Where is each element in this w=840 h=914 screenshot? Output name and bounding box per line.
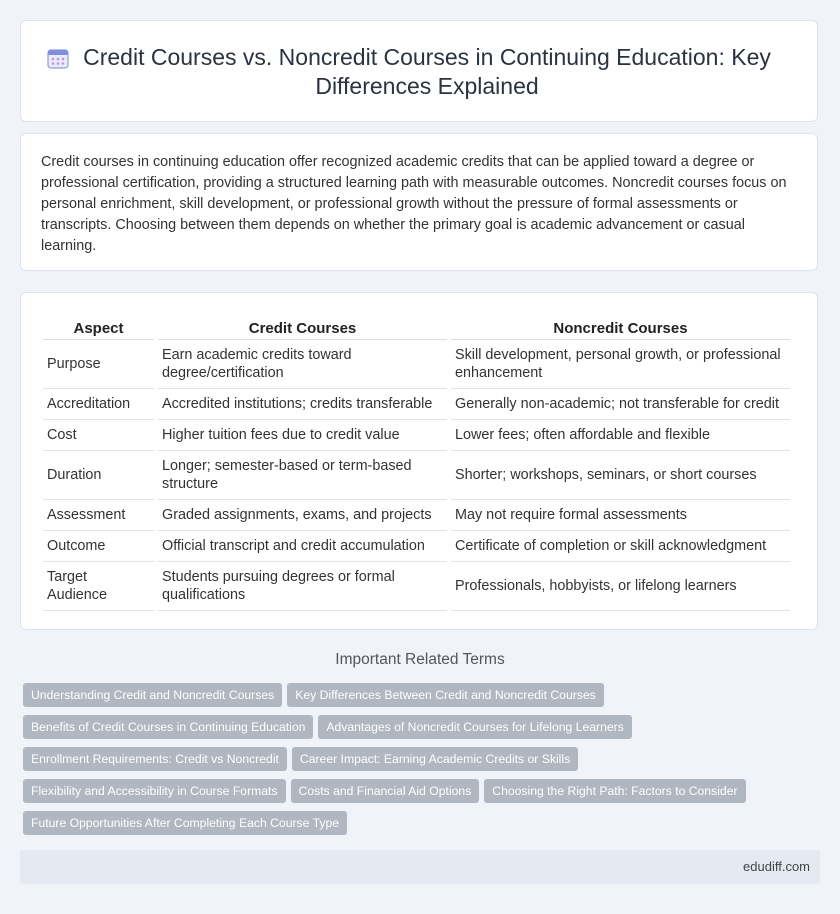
table-cell: Certificate of completion or skill acknowledgment — [451, 531, 790, 562]
intro-card — [20, 133, 818, 271]
table-cell: Higher tuition fees due to credit value — [158, 420, 447, 451]
column-header-noncredit: Noncredit Courses — [451, 309, 790, 340]
table-row — [43, 389, 790, 420]
table-cell: Purpose — [43, 340, 154, 389]
related-term-tag[interactable]: Advantages of Noncredit Courses for Lifelong Learners — [318, 715, 631, 739]
footer-site-link[interactable]: edudiff.com — [743, 859, 810, 874]
related-term-tag[interactable]: Enrollment Requirements: Credit vs Noncredit — [23, 747, 287, 771]
related-terms-list — [23, 683, 803, 843]
related-term-tag[interactable]: Future Opportunities After Completing Each Course Type — [23, 811, 347, 835]
table-cell: May not require formal assessments — [451, 500, 790, 531]
related-term-tag[interactable]: Choosing the Right Path: Factors to Consider — [484, 779, 745, 803]
table-row — [43, 500, 790, 531]
table-row — [43, 451, 790, 500]
related-terms-title: Important Related Terms — [335, 651, 505, 668]
footer — [20, 850, 820, 884]
table-cell: Professionals, hobbyists, or lifelong learners — [451, 562, 790, 611]
table-cell: Cost — [43, 420, 154, 451]
table-cell: Target Audience — [43, 562, 154, 611]
comparison-table — [39, 309, 794, 611]
table-cell: Students pursuing degrees or formal qualifications — [158, 562, 447, 611]
related-term-tag[interactable]: Key Differences Between Credit and Noncredit Courses — [287, 683, 604, 707]
table-cell: Graded assignments, exams, and projects — [158, 500, 447, 531]
related-term-tag[interactable]: Understanding Credit and Noncredit Courses — [23, 683, 282, 707]
table-cell: Outcome — [43, 531, 154, 562]
related-term-tag[interactable]: Flexibility and Accessibility in Course Formats — [23, 779, 286, 803]
related-term-tag[interactable]: Benefits of Credit Courses in Continuing Education — [23, 715, 313, 739]
table-cell: Longer; semester-based or term-based structure — [158, 451, 447, 500]
column-header-credit: Credit Courses — [158, 309, 447, 340]
table-cell: Accredited institutions; credits transferable — [158, 389, 447, 420]
table-row — [43, 420, 790, 451]
table-cell: Generally non-academic; not transferable for credit — [451, 389, 790, 420]
comparison-table-card — [20, 292, 818, 630]
page-title: Credit Courses vs. Noncredit Courses in Continuing Education: Key Differences Explained — [83, 44, 771, 99]
table-cell: Duration — [43, 451, 154, 500]
header-card — [20, 20, 818, 122]
table-cell: Shorter; workshops, seminars, or short courses — [451, 451, 790, 500]
table-cell: Official transcript and credit accumulation — [158, 531, 447, 562]
related-term-tag[interactable]: Costs and Financial Aid Options — [291, 779, 480, 803]
table-row — [43, 531, 790, 562]
table-cell: Lower fees; often affordable and flexible — [451, 420, 790, 451]
intro-text: Credit courses in continuing education offer recognized academic credits that can be applied toward a degree or professional certification, providing a structured learning path with measurable outcomes. Noncredit courses focus on personal enrichment, skill development, or professional growth without the pressure of formal assessments or transcripts. Choosing between them depends on whether the primary goal is academic advancement or casual learning. — [41, 154, 787, 254]
table-cell: Assessment — [43, 500, 154, 531]
table-cell: Earn academic credits toward degree/certification — [158, 340, 447, 389]
table-cell: Skill development, personal growth, or professional enhancement — [451, 340, 790, 389]
table-row — [43, 340, 790, 389]
related-term-tag[interactable]: Career Impact: Earning Academic Credits or Skills — [292, 747, 578, 771]
table-row — [43, 562, 790, 611]
column-header-aspect: Aspect — [43, 309, 154, 340]
table-cell: Accreditation — [43, 389, 154, 420]
